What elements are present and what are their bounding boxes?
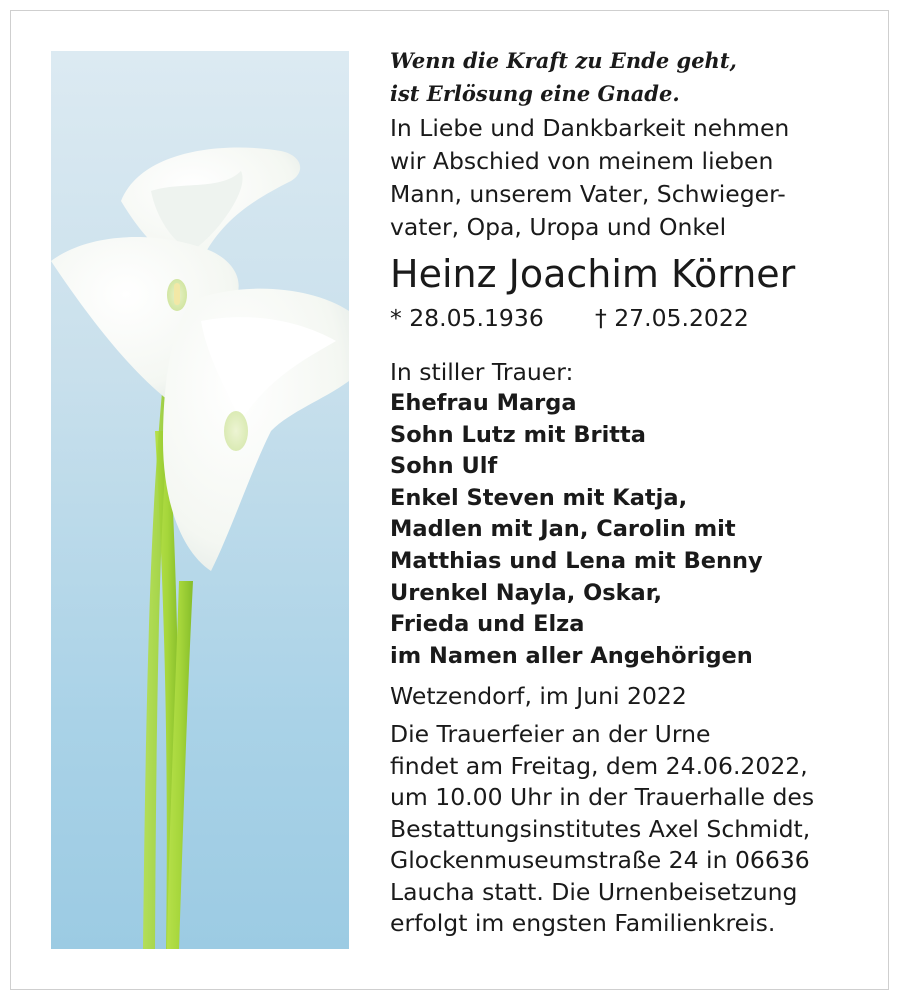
funeral-service-info xyxy=(390,719,850,940)
intro-line: vater, Opa, Uropa und Onkel xyxy=(390,213,727,241)
mourner-line: Matthias und Lena mit Benny xyxy=(390,547,763,574)
mourner-line: im Namen aller Angehörigen xyxy=(390,642,753,669)
intro-paragraph xyxy=(390,112,850,244)
mourner-line: Frieda und Elza xyxy=(390,611,585,638)
intro-line: Mann, unserem Vater, Schwieger- xyxy=(390,180,786,208)
mourner-line: Enkel Steven mit Katja, xyxy=(390,484,688,511)
mourner-line: Madlen mit Jan, Carolin mit xyxy=(390,516,736,543)
motto-line: ist Erlösung eine Gnade. xyxy=(390,81,680,106)
mourner-line: Ehefrau Marga xyxy=(390,390,577,416)
service-line: findet am Freitag, dem 24.06.2022, xyxy=(390,751,808,780)
mourner-line: Sohn Lutz mit Britta xyxy=(390,421,646,448)
place-and-date: Wetzendorf, im Juni 2022 xyxy=(390,682,687,711)
mourner-line: Urenkel Nayla, Oskar, xyxy=(390,579,663,606)
service-line: Die Trauerfeier an der Urne xyxy=(390,720,711,749)
service-line: erfolgt im engsten Familienkreis. xyxy=(390,909,776,938)
birth-date: * 28.05.1936 xyxy=(390,304,544,332)
mourning-heading: In stiller Trauer: xyxy=(390,358,574,386)
service-line: Laucha statt. Die Urnenbeisetzung xyxy=(390,877,798,906)
deceased-name: Heinz Joachim Körner xyxy=(390,252,796,296)
service-line: um 10.00 Uhr in der Trauerhalle des xyxy=(390,783,815,812)
intro-line: wir Abschied von meinem lieben xyxy=(390,147,774,175)
service-line: Bestattungsinstitutes Axel Schmidt, xyxy=(390,814,811,843)
mourner-list xyxy=(390,388,850,672)
motto-line: Wenn die Kraft zu Ende geht, xyxy=(390,48,737,73)
motto xyxy=(390,44,850,110)
service-line: Glockenmuseumstraße 24 in 06636 xyxy=(390,846,810,875)
life-dates xyxy=(390,302,850,335)
obituary-text xyxy=(390,44,850,940)
calla-lily-photo xyxy=(51,51,349,949)
intro-line: In Liebe und Dankbarkeit nehmen xyxy=(390,114,790,142)
mourner-line: Sohn Ulf xyxy=(390,453,498,480)
death-date: † 27.05.2022 xyxy=(595,304,749,332)
